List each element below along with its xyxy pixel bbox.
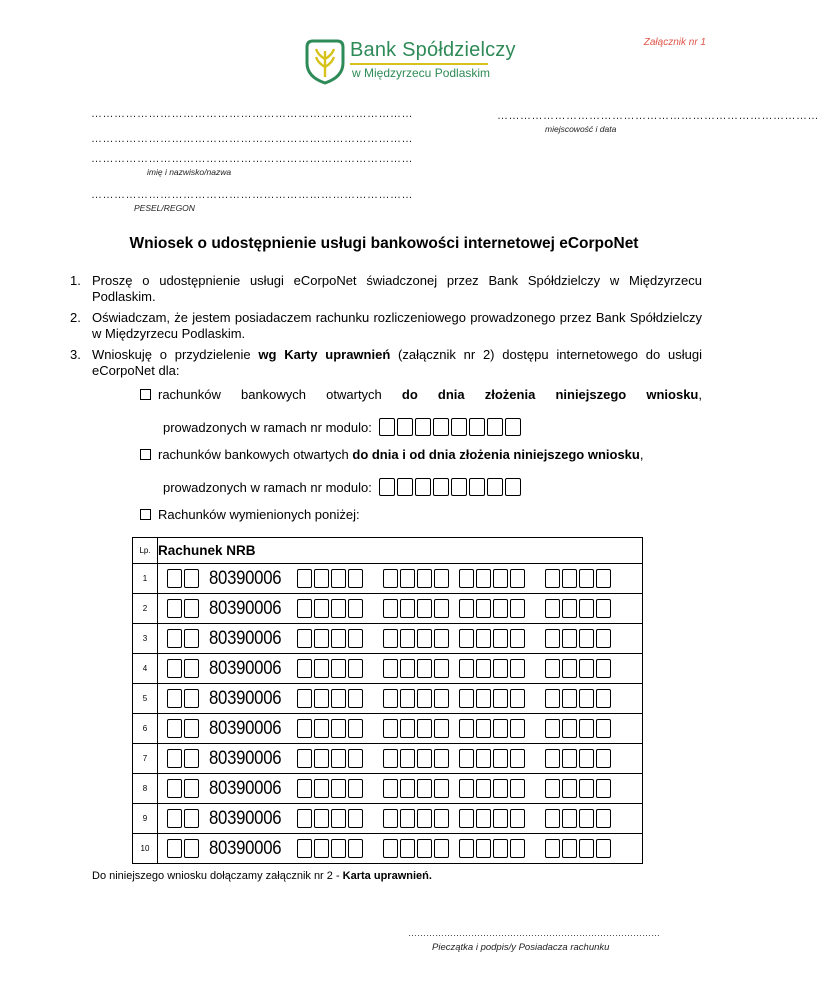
- modulo-row-2: [163, 478, 521, 496]
- option-text: rachunków bankowych otwartych: [158, 387, 402, 402]
- digit-group[interactable]: [167, 689, 199, 708]
- bank-code: 80390006: [209, 777, 282, 799]
- digit-group[interactable]: [383, 569, 449, 588]
- digit-group[interactable]: [545, 719, 611, 738]
- paragraph-bold-text: wg Karty uprawnień: [258, 347, 391, 362]
- bank-code: 80390006: [209, 717, 282, 739]
- bank-code: 80390006: [209, 657, 282, 679]
- digit-group[interactable]: [545, 659, 611, 678]
- digit-group[interactable]: [297, 599, 363, 618]
- table-row: [133, 684, 643, 714]
- row-number: 2: [133, 594, 158, 624]
- modulo-input[interactable]: [379, 418, 521, 436]
- table-row: [133, 654, 643, 684]
- digit-group[interactable]: [297, 719, 363, 738]
- digit-group[interactable]: [297, 569, 363, 588]
- modulo-label: prowadzonych w ramach nr modulo:: [163, 420, 372, 435]
- paragraph-number: 1.: [70, 273, 81, 288]
- paragraph-text: Wnioskuję o przydzielenie: [92, 347, 259, 362]
- digit-group[interactable]: [545, 599, 611, 618]
- account-cell: [158, 774, 643, 804]
- row-number: 6: [133, 714, 158, 744]
- account-cell: [158, 714, 643, 744]
- option-text: rachunków bankowych otwartych: [158, 447, 353, 462]
- account-cell: [158, 684, 643, 714]
- option-text: Rachunków wymienionych poniżej:: [158, 507, 360, 522]
- name-label: imię i nazwisko/nazwa: [147, 167, 232, 177]
- digit-group[interactable]: [545, 749, 611, 768]
- option-before-and-after-date: [140, 447, 643, 462]
- table-row: [133, 594, 643, 624]
- row-number: 10: [133, 834, 158, 864]
- pesel-label: PESEL/REGON: [134, 203, 195, 213]
- account-cell: [158, 624, 643, 654]
- footnote-text: Do niniejszego wniosku dołączamy załącznik nr 2 -: [92, 870, 343, 882]
- bank-code: 80390006: [209, 807, 282, 829]
- nrb-header: Rachunek NRB: [158, 538, 643, 564]
- paragraph-1: [70, 273, 702, 305]
- table-row: [133, 564, 643, 594]
- digit-group[interactable]: [545, 779, 611, 798]
- digit-group[interactable]: [297, 689, 363, 708]
- digit-group[interactable]: [167, 809, 199, 828]
- digit-group[interactable]: [459, 839, 525, 858]
- bank-code: 80390006: [209, 627, 282, 649]
- digit-group[interactable]: [383, 779, 449, 798]
- digit-group[interactable]: [383, 689, 449, 708]
- paragraph-3: [70, 347, 702, 379]
- digit-group[interactable]: [383, 599, 449, 618]
- footnote-bold-text: Karta uprawnień.: [342, 870, 432, 882]
- digit-group[interactable]: [459, 749, 525, 768]
- row-number: 5: [133, 684, 158, 714]
- paragraph-number: 3.: [70, 347, 81, 362]
- modulo-row-1: [163, 418, 521, 436]
- digit-group[interactable]: [167, 749, 199, 768]
- digit-group[interactable]: [459, 569, 525, 588]
- option-tail: ,: [639, 447, 644, 462]
- option-before-date: [140, 387, 702, 402]
- name-field-line[interactable]: …………………………………………………………………………: [91, 153, 413, 165]
- digit-group[interactable]: [383, 809, 449, 828]
- row-number: 7: [133, 744, 158, 774]
- pesel-field-line[interactable]: …………………………………………………………………………: [91, 189, 413, 201]
- lp-header: Lp.: [133, 538, 158, 564]
- row-number: 9: [133, 804, 158, 834]
- digit-group[interactable]: [459, 599, 525, 618]
- digit-group[interactable]: [297, 749, 363, 768]
- table-row: [133, 834, 643, 864]
- bank-location: w Międzyrzecu Podlaskim: [352, 66, 491, 80]
- table-row: [133, 774, 643, 804]
- option-tail: ,: [698, 387, 702, 402]
- bank-code: 80390006: [209, 837, 282, 859]
- bank-code: 80390006: [209, 687, 282, 709]
- account-cell: [158, 834, 643, 864]
- footnote: [92, 870, 432, 882]
- digit-group[interactable]: [383, 659, 449, 678]
- digit-group[interactable]: [383, 629, 449, 648]
- digit-group[interactable]: [459, 629, 525, 648]
- bank-code: 80390006: [209, 597, 282, 619]
- table-row: [133, 804, 643, 834]
- digit-group[interactable]: [545, 629, 611, 648]
- digit-group[interactable]: [383, 719, 449, 738]
- table-row: [133, 714, 643, 744]
- digit-group[interactable]: [297, 779, 363, 798]
- digit-group[interactable]: [167, 659, 199, 678]
- paragraph-text: Proszę o udostępnienie usługi eCorpoNet świadczonej przez Bank Spółdzielczy w Międzyrzecu Podlaskim.: [92, 273, 702, 304]
- digit-group[interactable]: [297, 809, 363, 828]
- digit-group[interactable]: [545, 569, 611, 588]
- table-row: [133, 624, 643, 654]
- account-cell: [158, 744, 643, 774]
- annex-label: Załącznik nr 1: [643, 37, 706, 48]
- digit-group[interactable]: [297, 659, 363, 678]
- nrb-table: [132, 537, 643, 864]
- row-number: 1: [133, 564, 158, 594]
- digit-group[interactable]: [459, 779, 525, 798]
- logo-divider: [350, 63, 488, 65]
- digit-group[interactable]: [545, 809, 611, 828]
- table-header-row: [133, 538, 643, 564]
- digit-group[interactable]: [167, 719, 199, 738]
- modulo-input[interactable]: [379, 478, 521, 496]
- checkbox[interactable]: [140, 449, 151, 460]
- digit-group[interactable]: [383, 839, 449, 858]
- digit-group[interactable]: [167, 839, 199, 858]
- digit-group[interactable]: [167, 599, 199, 618]
- place-date-label: miejscowość i data: [545, 124, 617, 134]
- page-title: Wniosek o udostępnienie usługi bankowości internetowej eCorpoNet: [129, 235, 639, 252]
- option-listed-accounts: [140, 507, 360, 522]
- account-cell: [158, 654, 643, 684]
- digit-group[interactable]: [459, 719, 525, 738]
- signature-label: Pieczątka i podpis/y Posiadacza rachunku: [432, 942, 610, 953]
- digit-group[interactable]: [545, 839, 611, 858]
- checkbox[interactable]: [140, 389, 151, 400]
- field-line[interactable]: …………………………………………………………………………: [91, 133, 413, 145]
- digit-group[interactable]: [297, 629, 363, 648]
- bank-code: 80390006: [209, 747, 282, 769]
- row-number: 4: [133, 654, 158, 684]
- field-line[interactable]: …………………………………………………………………………: [91, 108, 413, 120]
- option-bold-text: do dnia złożenia niniejszego wniosku: [401, 387, 699, 402]
- bank-code: 80390006: [209, 567, 282, 589]
- account-cell: [158, 804, 643, 834]
- paragraph-2: [70, 310, 702, 342]
- paragraph-text: (załącznik nr 2) dostępu internetowego do usługi eCorpoNet dla:: [92, 347, 702, 378]
- place-date-field-line[interactable]: …………………………………………………………………………: [497, 110, 819, 122]
- digit-group[interactable]: [167, 779, 199, 798]
- digit-group[interactable]: [297, 839, 363, 858]
- row-number: 3: [133, 624, 158, 654]
- digit-group[interactable]: [459, 659, 525, 678]
- checkbox[interactable]: [140, 509, 151, 520]
- account-cell: [158, 594, 643, 624]
- table-row: [133, 744, 643, 774]
- row-number: 8: [133, 774, 158, 804]
- digit-group[interactable]: [545, 689, 611, 708]
- account-cell: [158, 564, 643, 594]
- signature-line[interactable]: …………………………………………………………………………: [408, 928, 660, 938]
- digit-group[interactable]: [383, 749, 449, 768]
- bank-name: Bank Spółdzielczy: [350, 39, 516, 61]
- paragraph-text: Oświadczam, że jestem posiadaczem rachunku rozliczeniowego prowadzonego przez Bank Spółdzielczy w Międzyrzecu Podlaskim.: [92, 310, 702, 341]
- option-bold-text: do dnia i od dnia złożenia niniejszego wniosku: [352, 447, 640, 462]
- modulo-label: prowadzonych w ramach nr modulo:: [163, 480, 372, 495]
- digit-group[interactable]: [459, 689, 525, 708]
- digit-group[interactable]: [459, 809, 525, 828]
- paragraph-number: 2.: [70, 310, 81, 325]
- digit-group[interactable]: [167, 629, 199, 648]
- digit-group[interactable]: [167, 569, 199, 588]
